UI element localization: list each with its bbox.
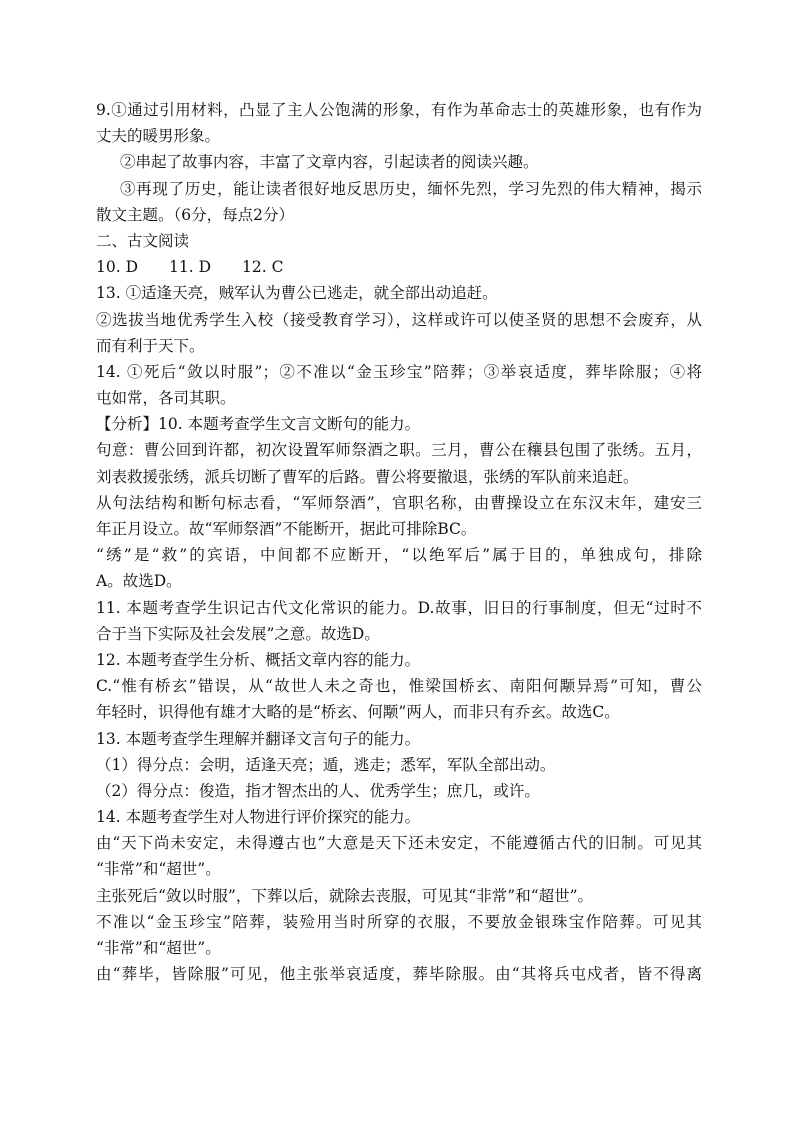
text-line: 11. 本题考查学生识记古代文化常识的能力。D.故事，旧日的行事制度，但无“过时不: [96, 598, 702, 617]
text-line: 不准以“金玉珍宝”陪葬，装殓用当时所穿的衣服，不要放金银珠宝作陪葬。可见其: [96, 912, 702, 931]
text-line: 刘表救援张绣，派兵切断了曹军的后路。曹公将要撤退，张绣的军队前来追赶。: [96, 467, 639, 486]
text-line: “绣”是“救”的宾语，中间都不应断开，“以绝军后”属于目的，单独成句，排除: [96, 546, 702, 565]
text-line: ②选拔当地优秀学生入校（接受教育学习），这样或许可以使圣贤的思想不会废弃，从: [96, 310, 702, 329]
text-line: 句意：曹公回到许都，初次设置军师祭酒之职。三月，曹公在穰县包围了张绣。五月，: [96, 441, 702, 460]
text-line: 13. 本题考查学生理解并翻译文言句子的能力。: [96, 729, 421, 748]
text-line: 从句法结构和断句标志看，“军师祭酒”，官职名称，由曹操设立在东汉末年，建安三: [96, 493, 702, 512]
text-line: “非常”和“超世”。: [96, 939, 221, 957]
text-line: “非常”和“超世”。: [96, 860, 221, 879]
text-line: 年轻时，识得他有雄才大略的是“桥玄、何颙”两人，而非只有乔玄。故选C。: [96, 703, 620, 722]
text-line: 13. ①适逢天亮，贼军认为曹公已逃走，就全部出动追赶。: [96, 284, 498, 303]
text-line: 散文主题。（6分，每点2分）: [96, 205, 294, 224]
text-line: 年正月设立。故“军师祭酒”不能断开，据此可排除BC。: [96, 520, 477, 538]
text-line: 合于当下实际及社会发展”之意。故选D。: [96, 624, 380, 643]
text-line: 9.①通过引用材料，凸显了主人公饱满的形象，有作为革命志士的英雄形象，也有作为: [96, 101, 702, 119]
section-heading: 二、古文阅读: [96, 231, 190, 250]
text-line: （1）得分点：会明，适逢天亮；遁，逃走；悉军，军队全部出动。: [96, 755, 556, 774]
text-line: 14. 本题考查学生对人物进行评价探究的能力。: [96, 808, 421, 827]
text-line: 由“天下尚未安定，未得遵古也”大意是天下还未安定，不能遵循古代的旧制。可见其: [96, 834, 702, 853]
answer-text: [96, 97, 702, 987]
text-line: 主张死后“敛以时服”，下葬以后，就除去丧服，可见其“非常”和“超世”。: [96, 886, 594, 905]
text-line: ②串起了故事内容，丰富了文章内容，引起读者的阅读兴趣。: [120, 153, 539, 172]
text-line: 屯如常，各司其职。: [96, 389, 236, 408]
text-line: 14. ①死后“敛以时服”；②不准以“金玉珍宝”陪葬；③举哀适度，葬毕除服；④将: [96, 362, 702, 381]
text-line: 【分析】10. 本题考查学生文言文断句的能力。: [96, 415, 421, 434]
text-line: 12. 本题考查学生分析、概括文章内容的能力。: [96, 650, 421, 669]
text-line: 由“葬毕，皆除服”可见，他主张举哀适度，葬毕除服。由“其将兵屯戍者，皆不得离: [96, 965, 702, 984]
text-line: ③再现了历史，能让读者很好地反思历史，缅怀先烈，学习先烈的伟大精神，揭示: [120, 179, 702, 198]
text-line: 10. D 11. D 12. C: [96, 258, 284, 277]
text-line: 丈夫的暖男形象。: [96, 127, 221, 146]
text-line: （2）得分点：俊造，指才智杰出的人、优秀学生；庶几，或许。: [96, 781, 540, 800]
text-line: 而有利于天下。: [96, 336, 205, 355]
text-line: A。故选D。: [96, 572, 182, 591]
text-line: C.“惟有桥玄”错误，从“故世人未之奇也，惟梁国桥玄、南阳何颙异焉”可知，曹公: [96, 677, 702, 696]
